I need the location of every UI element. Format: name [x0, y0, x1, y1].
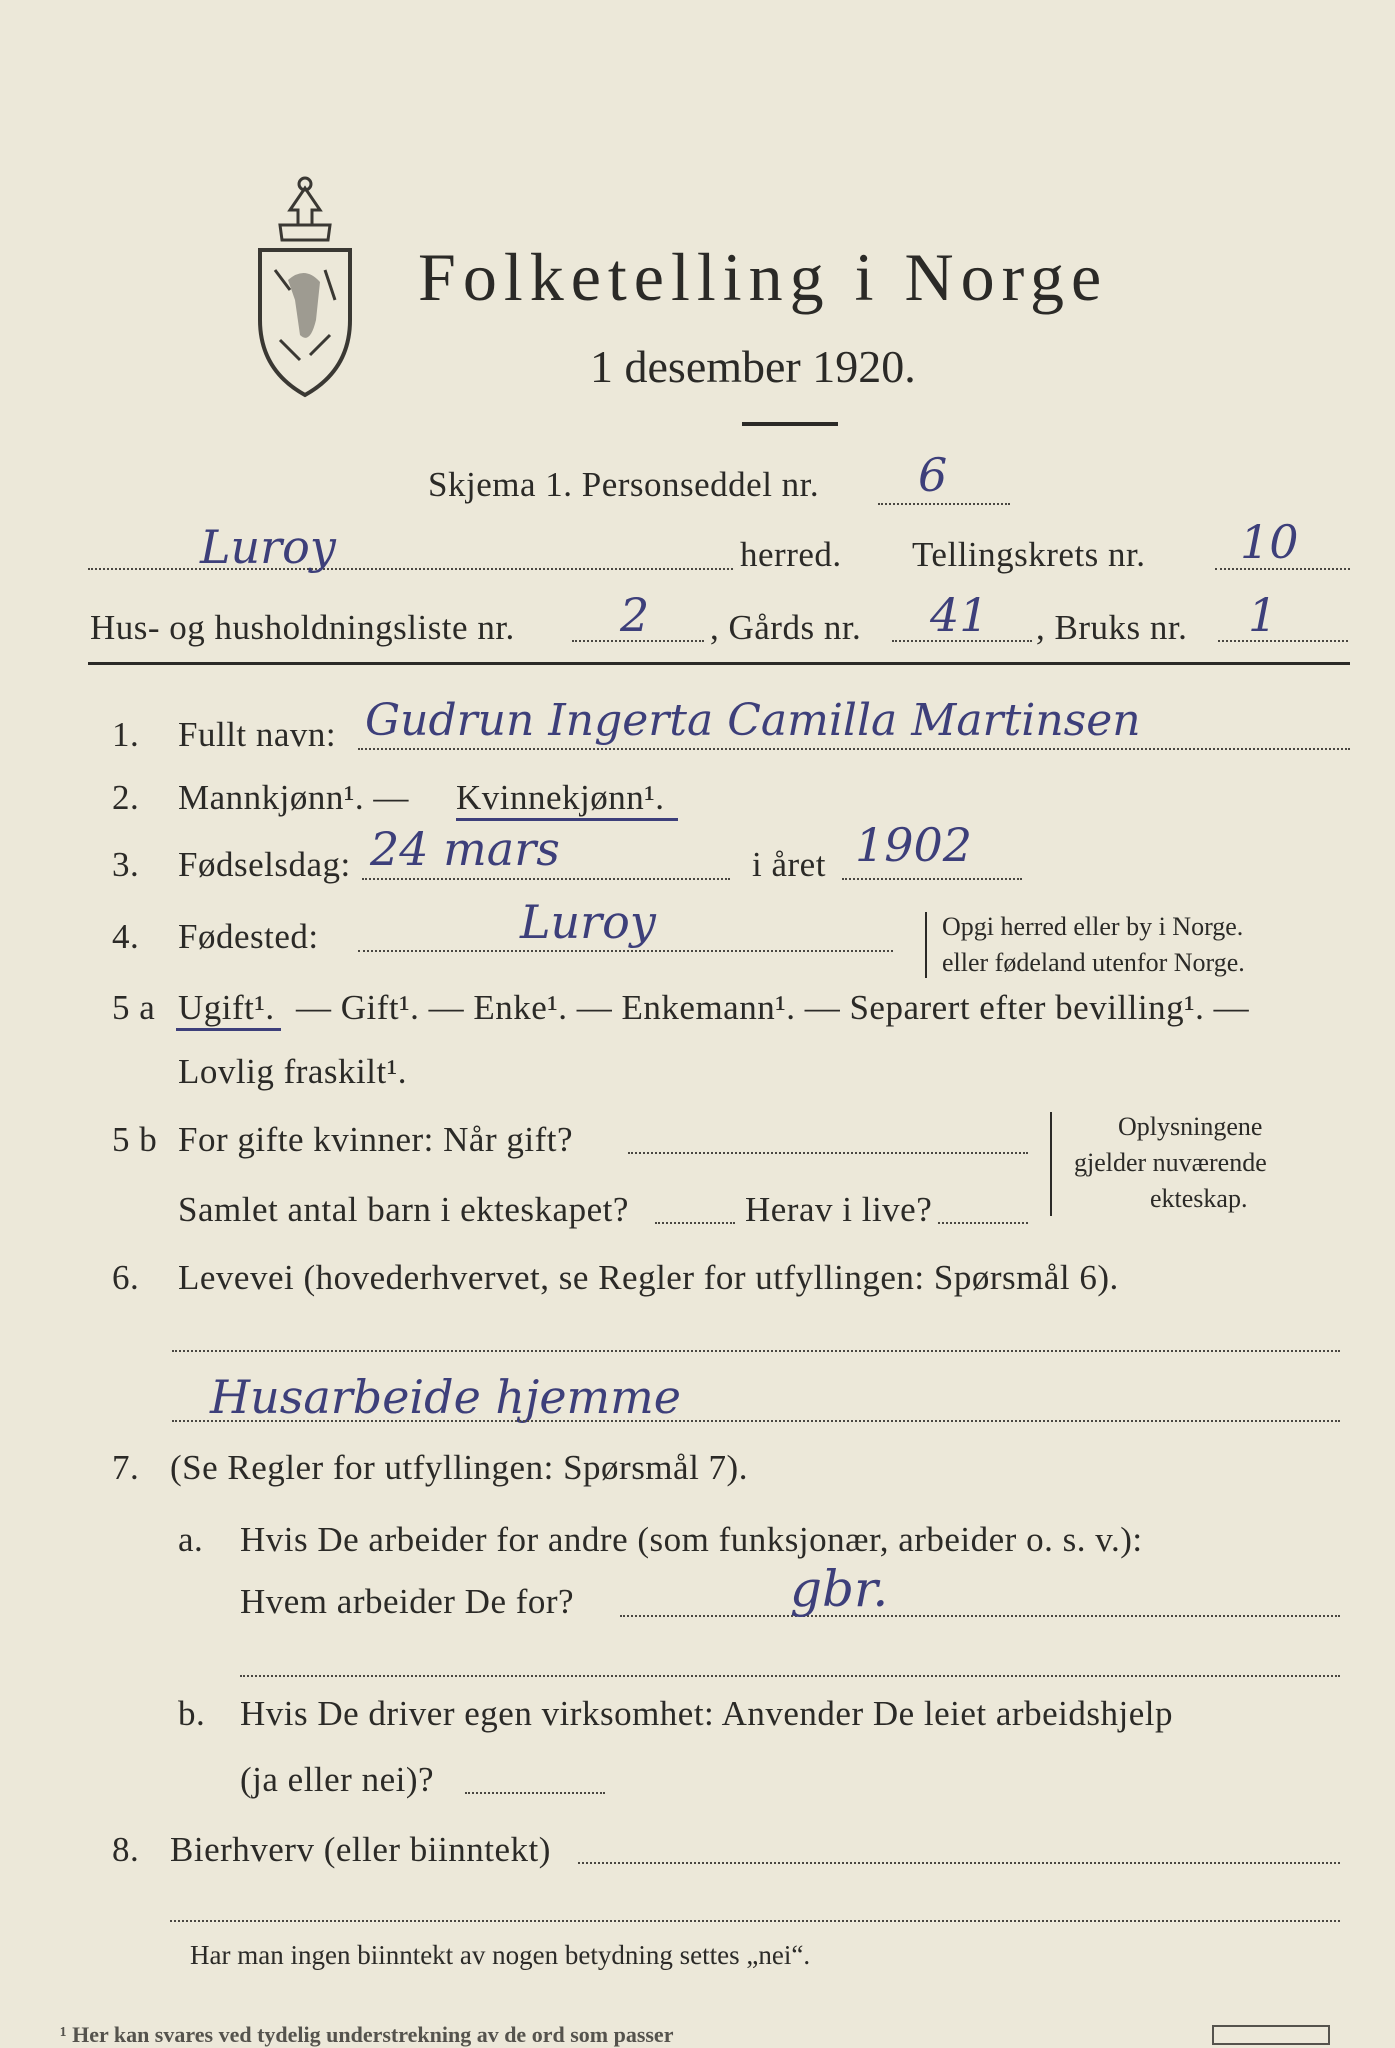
- q2-male-option: Mannkjønn¹. —: [178, 778, 409, 817]
- q8-label: Bierhverv (eller biinntekt): [170, 1830, 551, 1869]
- q3-year-line: [842, 878, 1022, 880]
- q4-birthplace: Luroy: [520, 895, 656, 949]
- q7b-yesno-label: (ja eller nei)?: [240, 1760, 435, 1799]
- q5a-number: 5 a: [112, 988, 156, 1027]
- tellingskrets-number: 10: [1240, 515, 1299, 569]
- q7a-employer-label: Hvem arbeider De for?: [240, 1582, 575, 1621]
- q1-full-name: Gudrun Ingerta Camilla Martinsen: [365, 695, 1141, 746]
- footer-note: Har man ingen biinntekt av nogen betydning settes „nei“.: [190, 1940, 811, 1970]
- q5b-note-line3: ekteskap.: [1150, 1184, 1248, 1213]
- q5a-other-options: — Gift¹. — Enke¹. — Enkemann¹. — Separert efter bevilling¹. —: [296, 988, 1250, 1027]
- q5a-lovlig-fraskilt: Lovlig fraskilt¹.: [178, 1052, 407, 1091]
- bruks-line: [1218, 640, 1348, 642]
- herred-line: [88, 568, 733, 570]
- q5b-married-label: For gifte kvinner: Når gift?: [178, 1120, 574, 1159]
- herred-label: herred.: [740, 535, 842, 574]
- q7a-letter: a.: [178, 1520, 204, 1559]
- herred-value: Luroy: [200, 520, 336, 574]
- q4-label: Fødested:: [178, 917, 319, 956]
- q2-female-option: Kvinnekjønn¹.: [456, 778, 665, 817]
- q3-birth-year: 1902: [855, 818, 973, 872]
- q4-line: [358, 950, 893, 952]
- q7a-label: Hvis De arbeider for andre (som funksjonær, arbeider o. s. v.):: [240, 1520, 1143, 1559]
- tellingskrets-label: Tellingskrets nr.: [912, 535, 1146, 574]
- q1-line: [358, 748, 1350, 750]
- q6-line1: [172, 1350, 1340, 1352]
- q7a-employer-value: gbr.: [790, 1560, 889, 1618]
- hus-label: Hus- og husholdningsliste nr.: [90, 608, 515, 647]
- q7a-employer-line2: [240, 1675, 1340, 1677]
- q4-note-line2: eller fødeland utenfor Norge.: [942, 948, 1245, 977]
- header-divider: [88, 662, 1350, 665]
- q7a-employer-line: [620, 1615, 1340, 1617]
- q7-label: (Se Regler for utfyllingen: Spørsmål 7).: [170, 1448, 748, 1487]
- q7-number: 7.: [112, 1448, 140, 1487]
- q7b-label: Hvis De driver egen virksomhet: Anvender De leiet arbeidshjelp: [240, 1694, 1173, 1733]
- q5a-ugift-underline: [176, 1028, 281, 1031]
- q5b-note-brace: [1050, 1112, 1052, 1216]
- bruks-label: , Bruks nr.: [1036, 608, 1188, 647]
- personseddel-line: [878, 503, 1010, 505]
- q5a-ugift-option: Ugift¹.: [178, 988, 275, 1027]
- q5b-number: 5 b: [112, 1120, 158, 1159]
- q3-number: 3.: [112, 845, 140, 884]
- q8-line2: [170, 1920, 1340, 1922]
- q3-birthdate: 24 mars: [370, 822, 560, 876]
- q5b-married-line: [628, 1152, 1028, 1154]
- q8-number: 8.: [112, 1830, 140, 1869]
- q1-number: 1.: [112, 715, 140, 754]
- q7b-letter: b.: [178, 1694, 206, 1733]
- q4-number: 4.: [112, 917, 140, 956]
- q2-number: 2.: [112, 778, 140, 817]
- q4-note-line1: Opgi herred eller by i Norge.: [942, 912, 1244, 941]
- q6-line2: [172, 1420, 1340, 1422]
- q5b-children-line: [655, 1222, 735, 1224]
- page-title: Folketelling i Norge: [418, 239, 1109, 315]
- gards-label: , Gårds nr.: [710, 608, 862, 647]
- q3-label: Fødselsdag:: [178, 845, 351, 884]
- gards-number: 41: [930, 588, 989, 642]
- bruks-number: 1: [1248, 588, 1278, 642]
- q3-year-label: i året: [752, 845, 826, 884]
- coat-of-arms-icon: [250, 170, 360, 400]
- title-divider: [742, 422, 838, 426]
- census-date: 1 desember 1920.: [590, 341, 916, 392]
- q5b-note-line2: gjelder nuværende: [1074, 1148, 1267, 1177]
- q2-female-underline: [456, 818, 678, 821]
- hus-number: 2: [620, 588, 650, 642]
- q5b-alive-line: [938, 1222, 1028, 1224]
- q8-line: [578, 1862, 1340, 1864]
- q4-note-brace: [925, 912, 927, 978]
- q6-occupation: Husarbeide hjemme: [210, 1370, 682, 1424]
- printer-stamp: [1212, 2025, 1330, 2045]
- q6-number: 6.: [112, 1258, 140, 1297]
- footnote: ¹ Her kan svares ved tydelig understrekning av de ord som passer: [60, 2022, 674, 2047]
- skjema-label: Skjema 1. Personseddel nr.: [428, 465, 820, 504]
- personseddel-number: 6: [918, 448, 948, 502]
- q1-label: Fullt navn:: [178, 715, 337, 754]
- q5b-note-line1: Oplysningene: [1118, 1112, 1263, 1141]
- q6-label: Levevei (hovederhvervet, se Regler for utfyllingen: Spørsmål 6).: [178, 1258, 1119, 1297]
- q7b-yesno-line: [465, 1792, 605, 1794]
- q3-line: [362, 878, 730, 880]
- q5b-children-label: Samlet antal barn i ekteskapet?: [178, 1190, 629, 1229]
- q5b-alive-label: Herav i live?: [745, 1190, 933, 1229]
